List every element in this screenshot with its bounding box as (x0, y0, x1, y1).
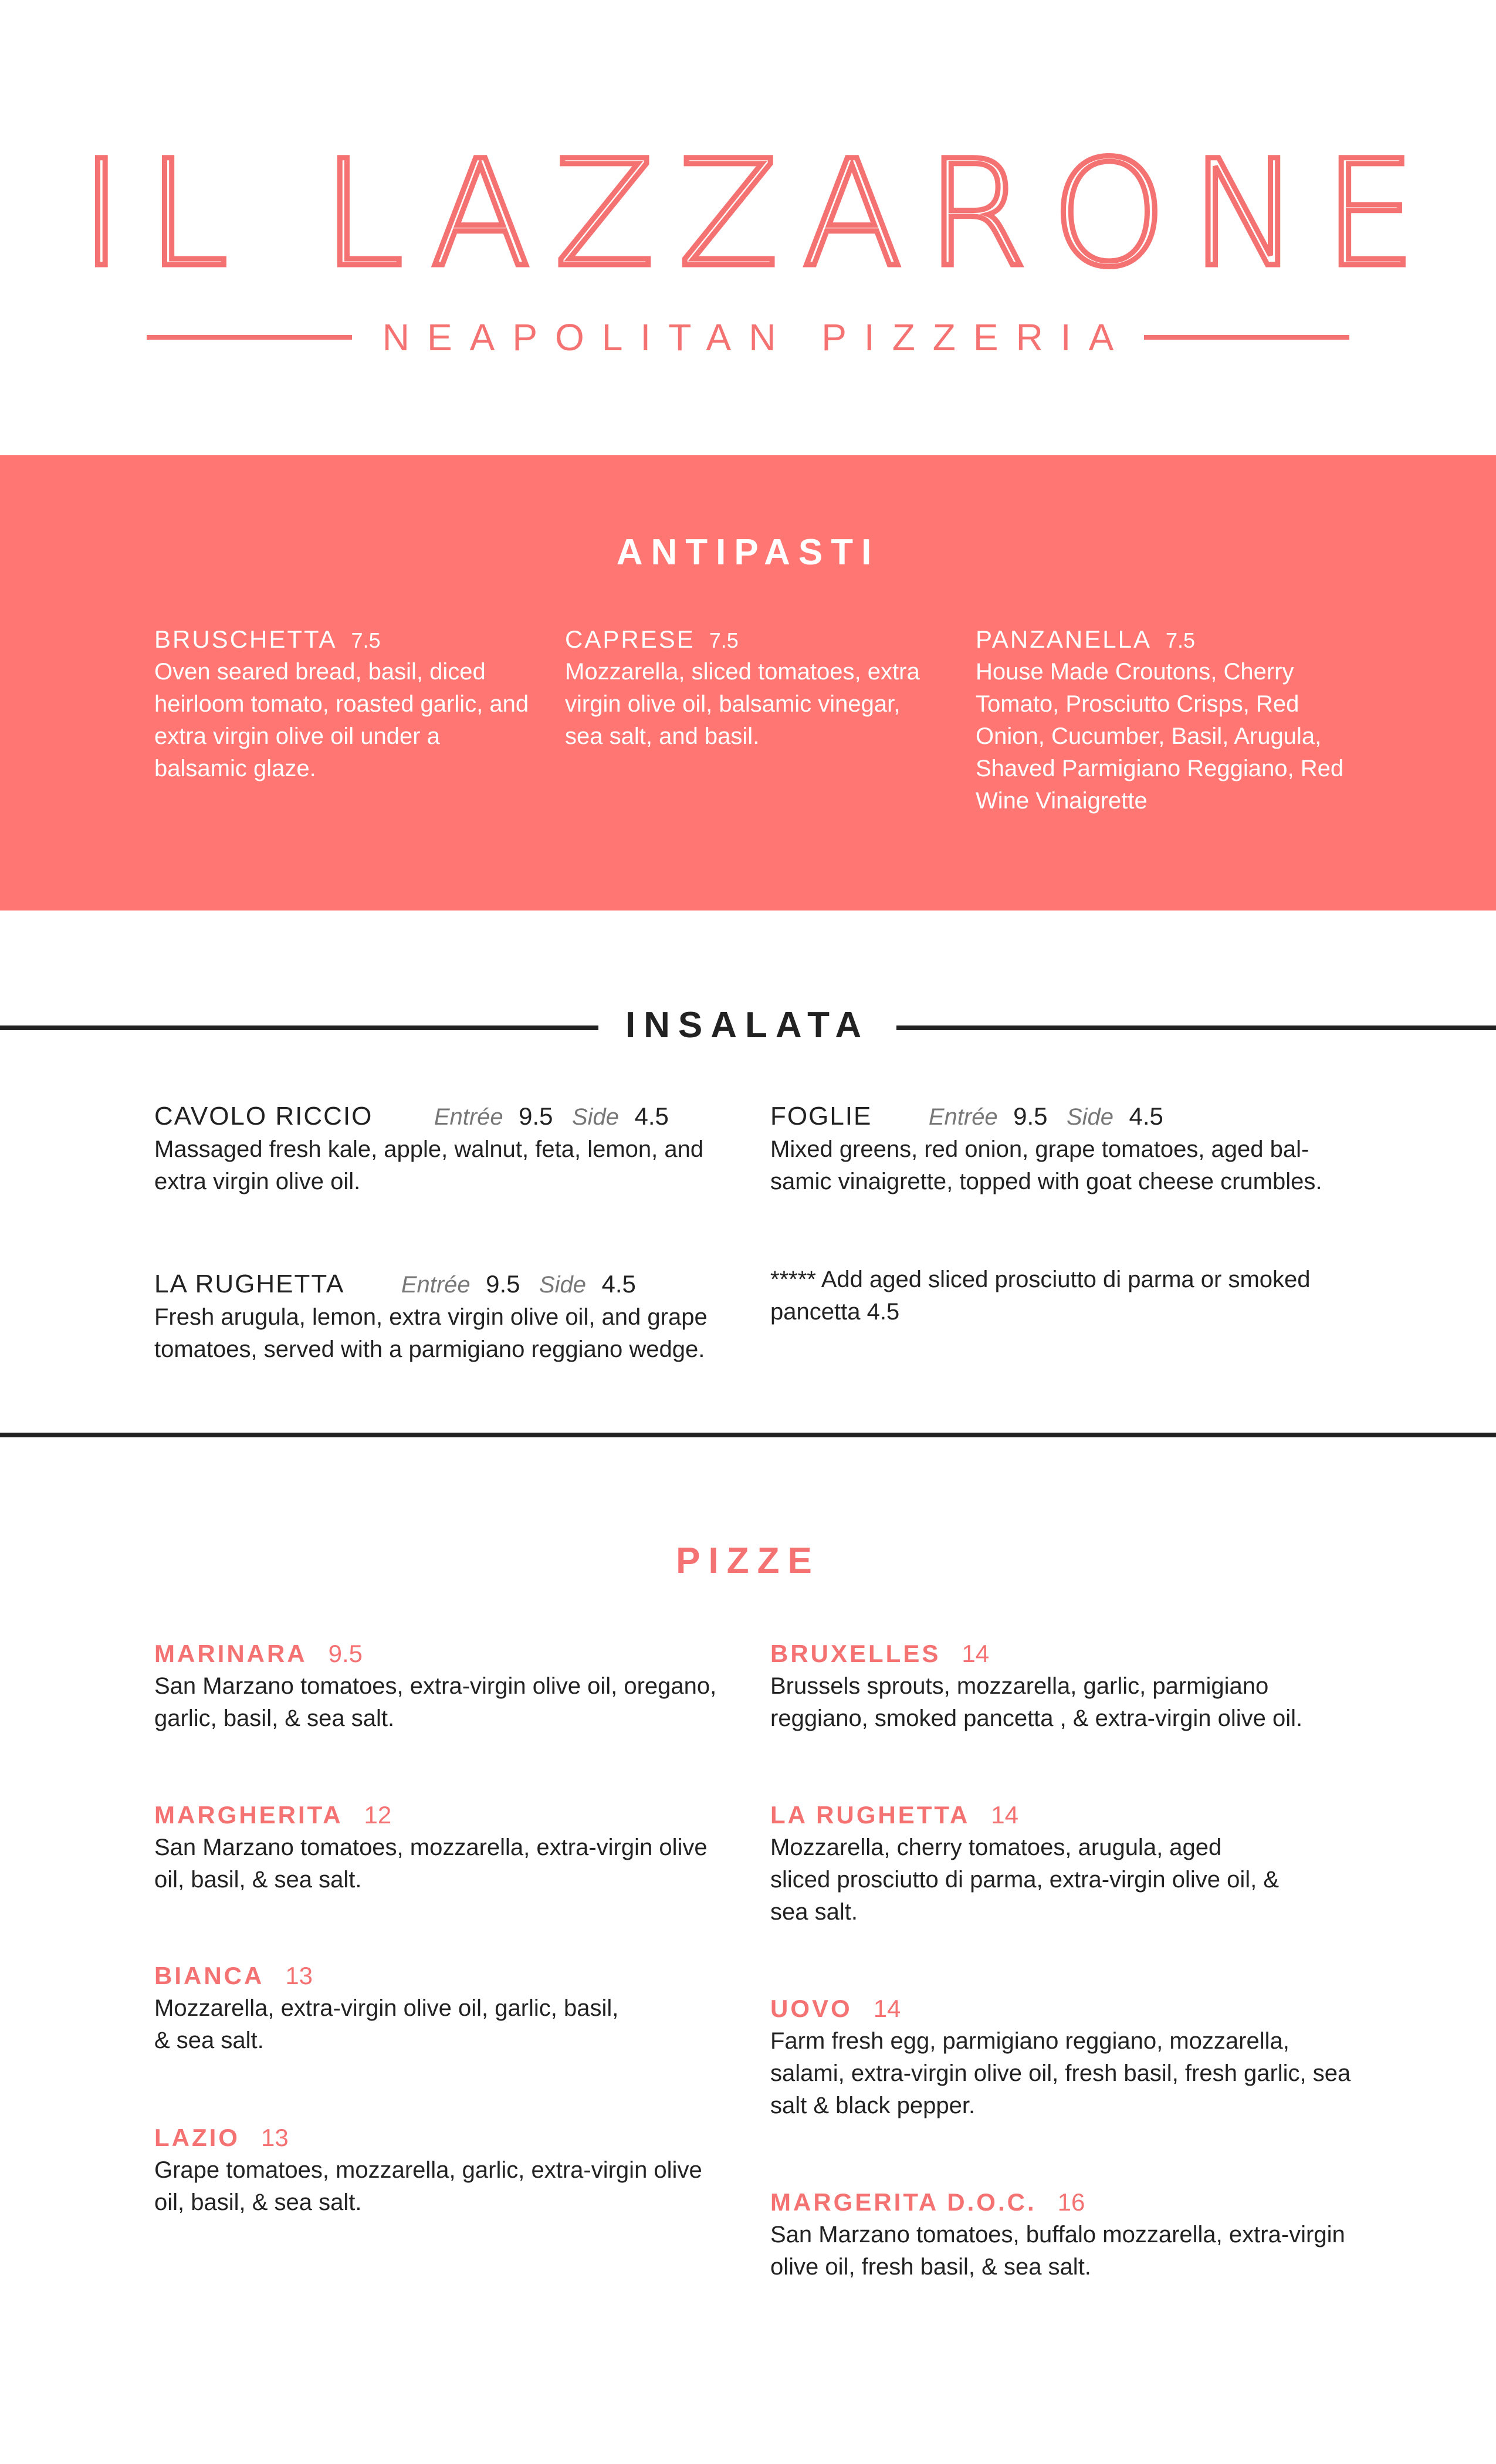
item-description: San Marzano tomatoes, mozzarella, extra-virgin olive oil, basil, & sea salt. (154, 1835, 708, 1893)
item-description: Farm fresh egg, parmigiano reggiano, mozzarella, salami, extra-virgin olive oil, fresh basil, fresh garlic, sea salt & black pepper. (770, 2028, 1351, 2118)
item-description: Brussels sprouts, mozzarella, garlic, parmigiano reggiano, smoked pancetta , & extra-virgin olive oil. (770, 1673, 1303, 1731)
pizza-item-bruxelles (770, 1640, 1357, 1735)
entree-price: 9.5 (1013, 1102, 1048, 1130)
tagline-rule-left (147, 335, 352, 340)
restaurant-logo: IL LAZZARONE (80, 128, 1440, 299)
pizze-title: PIZZE (676, 1541, 820, 1581)
item-name: MARGERITA D.O.C. (770, 2188, 1037, 2216)
tagline: NEAPOLITAN PIZZERIA (382, 316, 1132, 358)
side-price: 4.5 (634, 1102, 669, 1130)
item-description: Mozzarella, sliced tomatoes, extra virgin olive oil, balsamic vinegar, sea salt, and basil. (565, 659, 920, 749)
item-name: LAZIO (154, 2124, 240, 2151)
item-description: Mozzarella, extra-virgin olive oil, garlic, basil, & sea salt. (154, 1995, 619, 2053)
entree-label: Entrée (928, 1104, 998, 1130)
item-price: 7.5 (1166, 628, 1196, 652)
item-name: LA RUGHETTA (154, 1270, 345, 1298)
entree-label: Entrée (434, 1104, 503, 1130)
item-name: CAPRESE (565, 625, 695, 653)
item-description: San Marzano tomatoes, extra-virgin olive oil, oregano, garlic, basil, & sea salt. (154, 1673, 717, 1731)
item-price: 14 (991, 1801, 1019, 1829)
side-label: Side (571, 1104, 620, 1130)
pizza-item-bianca (154, 1962, 741, 2057)
insalata-rule-right (896, 1025, 1496, 1030)
side-price: 4.5 (1129, 1102, 1163, 1130)
item-description: San Marzano tomatoes, buffalo mozzarella, extra-virgin olive oil, fresh basil, & sea salt. (770, 2222, 1345, 2280)
item-description: Mozzarella, cherry tomatoes, arugula, aged sliced prosciutto di parma, extra-virgin olive oil, & sea salt. (770, 1835, 1280, 1925)
item-price: 13 (285, 1962, 313, 1989)
antipasti-item-caprese (565, 625, 940, 753)
menu-header (0, 0, 1496, 455)
item-price: 12 (364, 1801, 392, 1829)
antipasti-title: ANTIPASTI (616, 532, 880, 573)
addon-note-text: ***** Add aged sliced prosciutto di parma or smoked pancetta 4.5 (770, 1267, 1311, 1325)
pizza-item-margherita (154, 1801, 741, 1896)
item-name: PANZANELLA (976, 625, 1152, 653)
item-name: MARINARA (154, 1640, 307, 1667)
insalata-item-la-rughetta (154, 1270, 741, 1366)
item-name: UOVO (770, 1995, 852, 2022)
item-price: 13 (260, 2124, 289, 2151)
item-description: Oven seared bread, basil, diced heirloom tomato, roasted garlic, and extra virgin olive oil under a balsamic glaze. (154, 659, 529, 781)
item-description: Fresh arugula, lemon, extra virgin olive oil, and grape tomatoes, served with a parmigiano reggiano wedge. (154, 1304, 708, 1362)
side-label: Side (1066, 1104, 1114, 1130)
insalata-bottom-rule (0, 1433, 1496, 1437)
item-name: FOGLIE (770, 1102, 872, 1131)
tagline-row (147, 317, 1349, 358)
entree-label: Entrée (401, 1272, 471, 1298)
item-description: House Made Croutons, Cherry Tomato, Prosciutto Crisps, Red Onion, Cucumber, Basil, Arugula, Shaved Parmigiano Reggiano, Red Wine Vinaigrette (976, 659, 1344, 814)
item-name: CAVOLO RICCIO (154, 1102, 373, 1131)
item-name: LA RUGHETTA (770, 1801, 970, 1829)
side-label: Side (539, 1272, 587, 1298)
pizza-item-margerita-doc (770, 2188, 1357, 2283)
item-name: BRUXELLES (770, 1640, 941, 1667)
item-price: 7.5 (351, 628, 381, 652)
item-name: MARGHERITA (154, 1801, 343, 1829)
pizza-item-uovo (770, 1995, 1357, 2122)
item-description: Mixed greens, red onion, grape tomatoes, aged bal-samic vinaigrette, topped with goat cheese crumbles. (770, 1136, 1322, 1194)
pizza-item-lazio (154, 2124, 741, 2219)
tagline-rule-right (1144, 335, 1349, 340)
item-description: Massaged fresh kale, apple, walnut, feta, lemon, and extra virgin olive oil. (154, 1136, 704, 1194)
item-description: Grape tomatoes, mozzarella, garlic, extra-virgin olive oil, basil, & sea salt. (154, 2157, 702, 2215)
antipasti-item-bruschetta (154, 625, 530, 785)
insalata-item-foglie (770, 1102, 1357, 1198)
item-name: BIANCA (154, 1962, 265, 1989)
pizza-item-marinara (154, 1640, 741, 1735)
item-price: 9.5 (328, 1640, 363, 1667)
item-price: 7.5 (709, 628, 739, 652)
entree-price: 9.5 (519, 1102, 553, 1130)
item-price: 16 (1057, 2188, 1085, 2216)
entree-price: 9.5 (486, 1270, 520, 1298)
insalata-rule-left (0, 1025, 598, 1030)
item-price: 14 (962, 1640, 990, 1667)
pizza-item-la-rughetta (770, 1801, 1357, 1928)
insalata-addon-note (770, 1261, 1357, 1328)
item-name: BRUSCHETTA (154, 625, 337, 653)
insalata-item-cavolo-riccio (154, 1102, 741, 1198)
insalata-title: INSALATA (625, 1005, 870, 1045)
side-price: 4.5 (601, 1270, 636, 1298)
antipasti-section (0, 455, 1496, 911)
item-price: 14 (873, 1995, 901, 2022)
antipasti-item-panzanella (976, 625, 1351, 817)
